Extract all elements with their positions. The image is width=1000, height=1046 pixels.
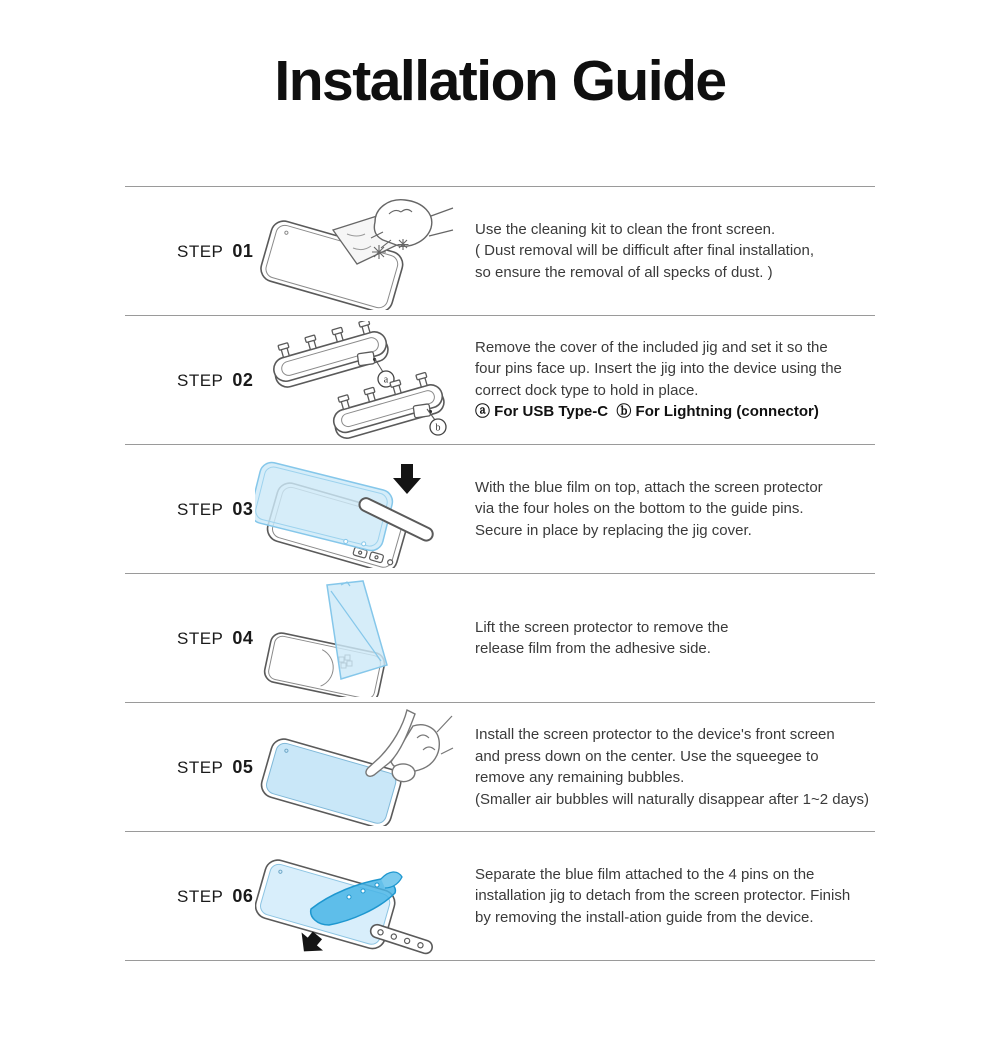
- lift-protector-icon: [255, 579, 455, 697]
- step-number: 03: [232, 498, 254, 519]
- step-01-description: [455, 219, 875, 284]
- step-number: 06: [232, 885, 254, 906]
- installation-steps-list: [125, 186, 875, 961]
- description-line: via the four holes on the bottom to the guide pins.: [475, 500, 804, 518]
- step-label-05: [125, 757, 255, 778]
- step-number: 01: [232, 240, 254, 261]
- description-line: release film from the adhesive side.: [475, 640, 711, 657]
- down-arrow-icon: [393, 464, 421, 494]
- step-03-illustration: [255, 449, 455, 569]
- step-row-05: [125, 702, 875, 831]
- pressing-hand-icon: [366, 710, 453, 782]
- description-line: correct dock type to hold in place.: [475, 381, 699, 399]
- cleaning-phone-icon: [255, 192, 455, 310]
- step-02-illustration: [255, 320, 455, 440]
- svg-text:b: b: [435, 422, 441, 434]
- step-label-03: [125, 499, 255, 520]
- callout-b-icon: [430, 419, 446, 435]
- svg-text:a: a: [383, 374, 389, 386]
- step-label-01: [125, 241, 255, 262]
- step-row-01: [125, 186, 875, 315]
- description-line: Remove the cover of the included jig and set it so the: [475, 338, 828, 356]
- description-line: Install the screen protector to the device's front screen: [475, 726, 835, 743]
- description-line: Lift the screen protector to remove the: [475, 618, 729, 636]
- description-line: and press down on the center. Use the squeegee to: [475, 747, 819, 765]
- step-row-02: [125, 315, 875, 444]
- step-04-description: [455, 617, 875, 660]
- step-word: STEP: [177, 499, 224, 519]
- step-word: STEP: [177, 370, 224, 390]
- step-06-illustration: [255, 836, 455, 956]
- step-number: 04: [232, 627, 254, 648]
- step-word: STEP: [177, 886, 224, 906]
- step-label-02: [125, 370, 255, 391]
- step-04-illustration: [255, 578, 455, 698]
- step-label-04: [125, 628, 255, 649]
- step-word: STEP: [177, 241, 224, 261]
- description-line: With the blue film on top, attach the screen protector: [475, 478, 823, 496]
- step-01-illustration: [255, 191, 455, 311]
- step-02-description: [455, 337, 875, 424]
- remove-film-icon: [255, 837, 455, 955]
- description-line: ( Dust removal will be difficult after final installation,: [475, 242, 815, 260]
- jig-bar-a-icon: [267, 321, 391, 391]
- hand-icon: [371, 200, 453, 248]
- phone-outline-icon: [258, 736, 403, 826]
- jig-pair-icon: [255, 321, 455, 439]
- page-title: Installation Guide: [274, 49, 726, 113]
- step-06-description: [455, 864, 875, 929]
- attach-protector-icon: [255, 450, 455, 568]
- step-number: 02: [232, 369, 254, 390]
- description-line: remove any remaining bubbles.: [475, 769, 685, 786]
- step-word: STEP: [177, 757, 224, 777]
- press-center-icon: [255, 708, 455, 826]
- step-05-illustration: [255, 707, 455, 827]
- description-line: Secure in place by replacing the jig cover.: [475, 521, 752, 539]
- description-line: installation jig to detach from the screen protector. Finish: [475, 887, 851, 905]
- step-row-04: [125, 573, 875, 702]
- connector-types-note: ⓐ For USB Type-C ⓑ For Lightning (connector): [475, 403, 819, 421]
- step-row-03: [125, 444, 875, 573]
- detached-jig-icon: [369, 923, 434, 955]
- description-line: by removing the install-ation guide from the device.: [475, 908, 814, 926]
- step-05-description: [455, 724, 875, 810]
- description-line: so ensure the removal of all specks of dust. ): [475, 263, 773, 281]
- step-03-description: [455, 477, 875, 542]
- step-row-06: [125, 831, 875, 961]
- step-number: 05: [232, 756, 254, 777]
- description-line: Use the cleaning kit to clean the front screen.: [475, 220, 776, 238]
- description-line: four pins face up. Insert the jig into the device using the: [475, 360, 842, 378]
- description-line: Separate the blue film attached to the 4 pins on the: [475, 865, 815, 883]
- description-line: (Smaller air bubbles will naturally disappear after 1~2 days): [475, 790, 869, 808]
- step-label-06: [125, 886, 255, 907]
- step-word: STEP: [177, 628, 224, 648]
